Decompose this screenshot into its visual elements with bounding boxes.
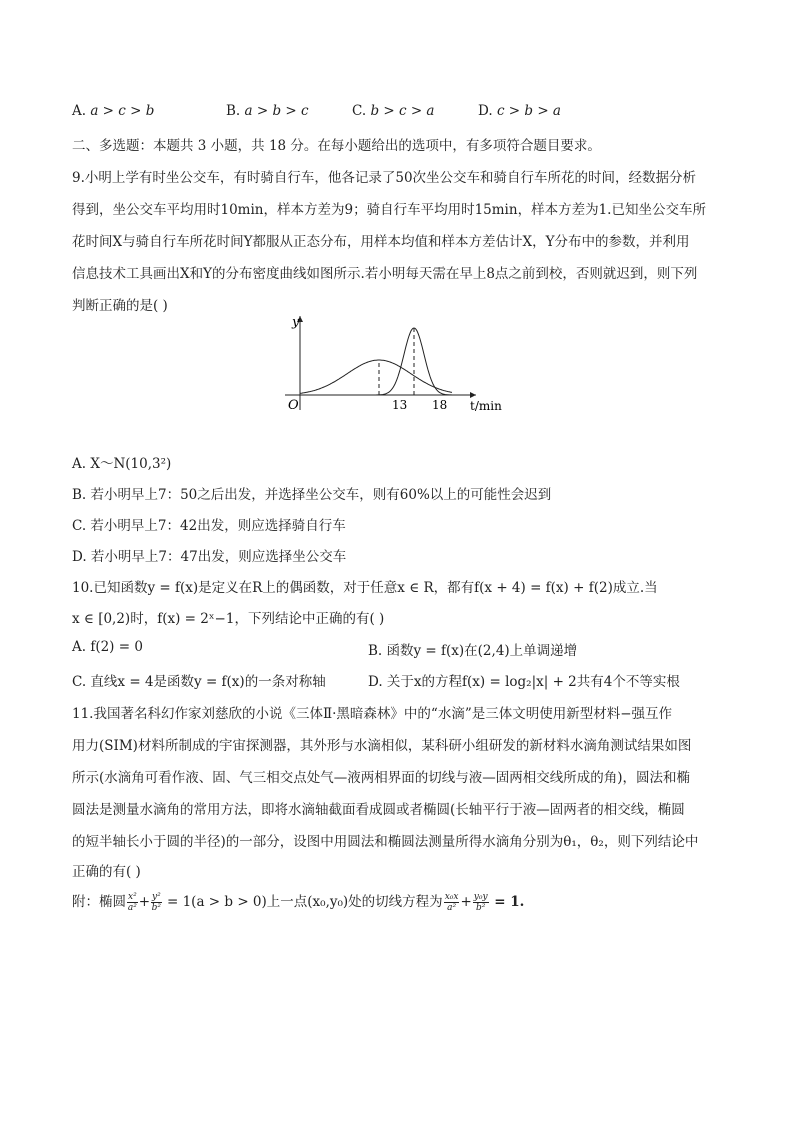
origin-label: O xyxy=(288,398,299,413)
q11-text-line: 的短半轴长小于圆的半径)的一部分，设图中用圆法和椭圆法测量所得水滴角分别为θ₁，θ₂，则下列结论中 xyxy=(72,834,699,850)
q9-option-a: A. X～N(10,3²) xyxy=(72,456,172,472)
q11-text-line: 用力(SIM)材料所制成的宇宙探测器，其外形与水滴相似，某科研小组研发的新材料水滴角测试结果如图 xyxy=(72,738,692,754)
q11-text-line: 圆法是测量水滴角的常用方法，即将水滴轴截面看成圆或者椭圆(长轴平行于液—固两者的相交线，椭圆 xyxy=(72,802,685,818)
q8-option-d: D. c > b > a xyxy=(478,103,561,119)
q10-option-d: D. 关于x的方程f(x) = log₂|x| + 2共有4个不等实根 xyxy=(368,674,680,690)
q10-text-line: x ∈ [0,2)时，f(x) = 2ˣ−1，下列结论中正确的有( ) xyxy=(72,611,385,627)
q9-text-line: 9.小明上学有时坐公交车，有时骑自行车，他各记录了50次坐公交车和骑自行车所花的时间，经数据分析 xyxy=(72,170,697,186)
x-axis-label: t/min xyxy=(470,399,502,413)
q11-text-line: 11.我国著名科幻作家刘慈欣的小说《三体Ⅱ·黑暗森林》中的“水滴”是三体文明使用新型材料−强互作 xyxy=(72,706,673,722)
tick-label-13: 13 xyxy=(392,398,408,412)
q11-appendix-note: 附：椭圆 $\frac{\text{x²}}{\text{a²}}$ + $\frac{\text{y²}}{\text{b²}}$ = 1(a > b > 0)上一点(x₀,y₀)处的切线方程为 $\frac{\text{x₀x}}{\text{a²}}$ + $\frac{\text{y₀y}}{\text{b²}}$ = 1. xyxy=(72,892,525,913)
section-heading: 二、多选题：本题共 3 小题，共 18 分。在每小题给出的选项中，有多项符合题目要求。 xyxy=(72,138,601,154)
q11-text-line: 所示(水滴角可看作液、固、气三相交点处气—液两相界面的切线与液—固两相交线所成的角)，圆法和椭 xyxy=(72,770,691,786)
q10-text-line: 10.已知函数y = f(x)是定义在R上的偶函数，对于任意x ∈ R，都有f(x + 4) = f(x) + f(2)成立.当 xyxy=(72,580,658,596)
normal-density-graph xyxy=(280,310,520,415)
q9-text-line: 花时间X与骑自行车所花时间Y都服从正态分布，用样本均值和样本方差估计X，Y分布中的参数，并利用 xyxy=(72,234,690,250)
q9-option-d: D. 若小明早上7：47出发，则应选择坐公交车 xyxy=(72,549,347,565)
q10-option-a: A. f(2) = 0 xyxy=(72,639,143,655)
q9-text-line: 判断正确的是( ) xyxy=(72,298,168,314)
q9-text-line: 信息技术工具画出X和Y的分布密度曲线如图所示.若小明每天需在早上8点之前到校，否则就迟到，则下列 xyxy=(72,266,698,282)
q10-option-c: C. 直线x = 4是函数y = f(x)的一条对称轴 xyxy=(72,674,326,690)
tick-label-18: 18 xyxy=(432,398,448,412)
q9-option-c: C. 若小明早上7：42出发，则应选择骑自行车 xyxy=(72,518,346,534)
q10-option-b: B. 函数y = f(x)在(2,4)上单调递增 xyxy=(368,643,578,659)
q9-text-line: 得到，坐公交车平均用时10min，样本方差为9；骑自行车平均用时15min，样本方差为1.已知坐公交车所 xyxy=(72,202,706,218)
x-density-curve xyxy=(300,360,452,393)
q8-option-b: B. a > b > c xyxy=(226,103,309,119)
y-axis-label: y xyxy=(292,315,300,330)
q8-option-c: C. b > c > a xyxy=(352,103,435,119)
q9-option-b: B. 若小明早上7：50之后出发，并选择坐公交车，则有60%以上的可能性会迟到 xyxy=(72,487,552,503)
q11-text-line: 正确的有( ) xyxy=(72,864,141,880)
q8-option-a: A. a > c > b xyxy=(72,103,155,119)
